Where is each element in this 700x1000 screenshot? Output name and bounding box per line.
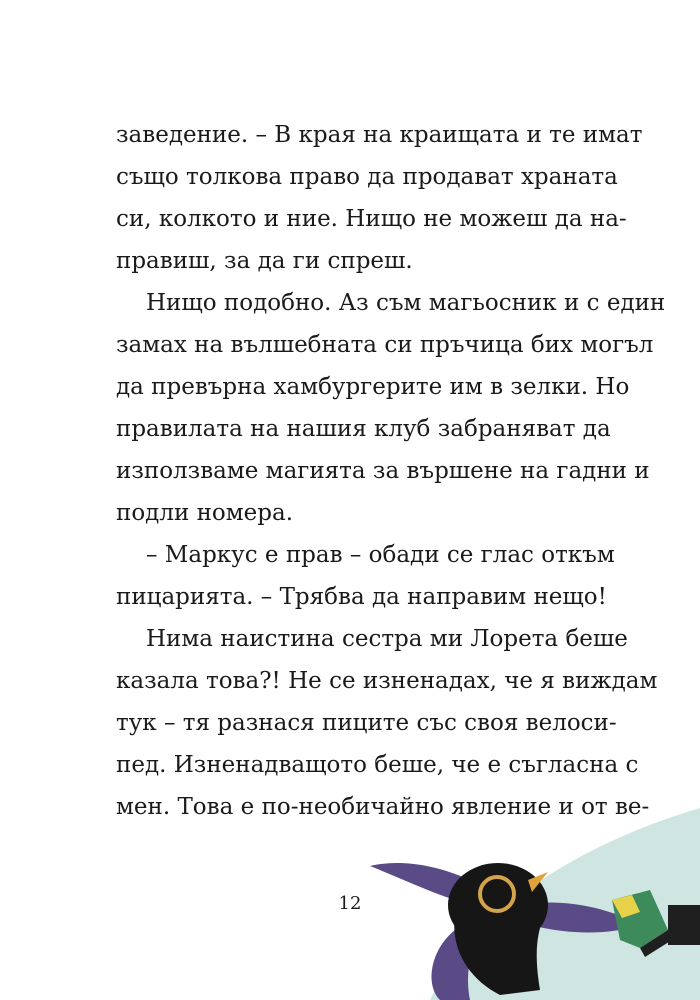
text-line: правиш, за да ги спреш. [116,248,413,274]
text-line: казала това?! Не се изненадах, че я виждам [116,668,658,694]
text-line: замах на вълшебната си пръчица бих могъл [116,332,654,358]
text-line: да превърна хамбургерите им в зелки. Но [116,374,630,400]
page-number: 12 [338,893,362,914]
text-line: също толкова право да продават храната [116,164,618,190]
text-line: Нищо подобно. Аз съм магьосник и с един [146,290,666,316]
text-line: пед. Изненадващото беше, че е съгласна с [116,752,639,778]
text-line: пицарията. – Трябва да направим нещо! [116,584,607,610]
bird-eye [487,884,507,904]
text-line: тук – тя разнася пиците със своя велоси- [116,710,617,736]
text-line: правилата на нашия клуб забраняват да [116,416,611,442]
text-line: Нима наистина сестра ми Лорета беше [146,626,628,652]
text-line: мен. Това е по-необичайно явление и от ве- [116,794,650,820]
text-line: – Маркус е прав – обади се глас откъм [146,542,615,568]
text-line: подли номера. [116,500,294,526]
text-line: си, колкото и ние. Нищо не можеш да на- [116,206,627,232]
text-line: заведение. – В края на краищата и те имат [116,122,643,148]
text-line: използваме магията за вършене на гадни и [116,458,650,484]
